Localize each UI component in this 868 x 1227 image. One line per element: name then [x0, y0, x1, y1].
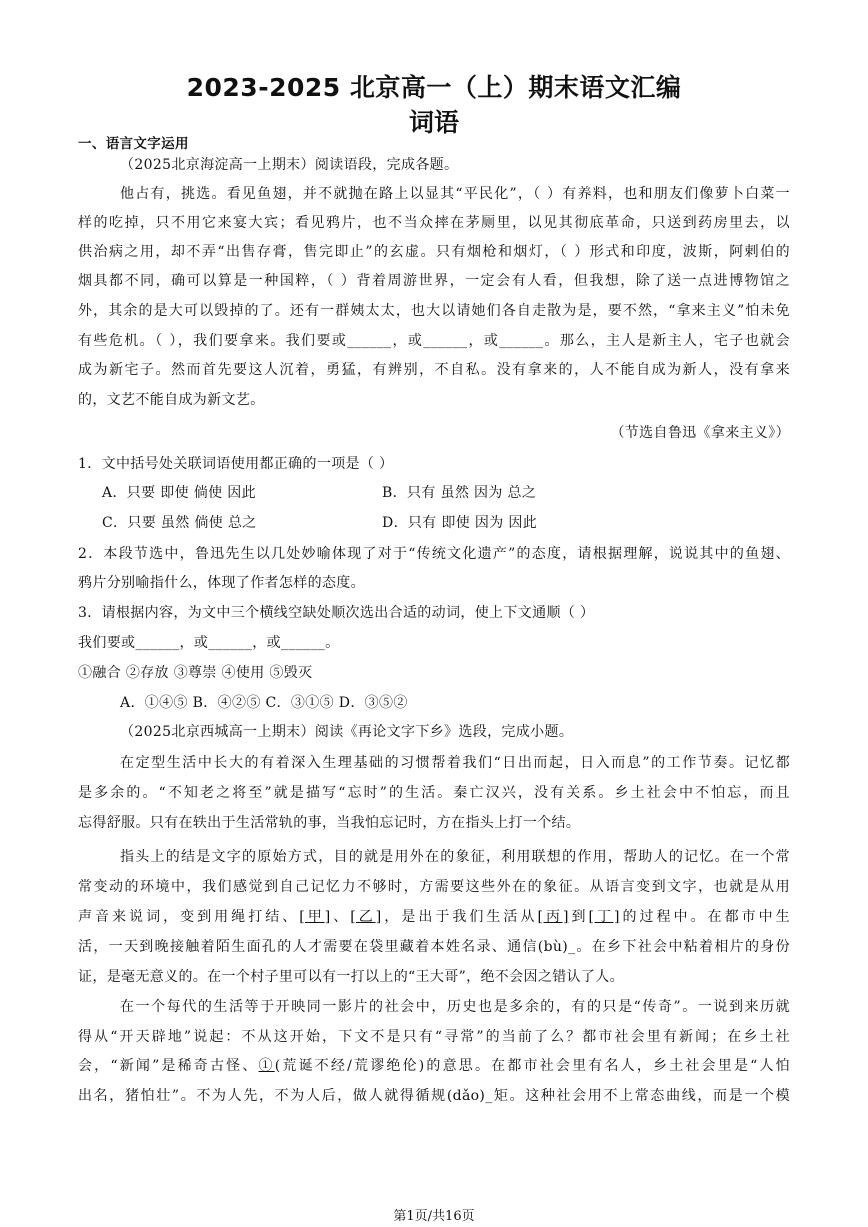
option-c: C．只要 虽然 倘使 总之	[102, 515, 257, 531]
marker-1: ①	[258, 1058, 275, 1074]
passage2-line: 活，一天到晚接触着陌生面孔的人才需要在袋里藏着本姓名录、通信(bù)_。在乡下社会中粘着相片的身份	[78, 939, 790, 955]
marker-bing: [丙]	[537, 909, 569, 925]
section-heading: 一、语言文字运用	[78, 136, 189, 152]
passage2-line: 常变动的环境中，我们感觉到自己记忆力不够时，方需要这些外在的象征。从语言变到文字，也就是从用	[78, 879, 790, 895]
passage1-line: 成为新宅子。然而首先要这人沉着，勇猛，有辨别，不自私。没有拿来的，人不能自成为新人，没有拿来	[78, 362, 790, 378]
marker-yi: [乙]	[350, 909, 382, 925]
passage2-line: 是多余的。“不知老之将至”就是描写“忘时”的生活。秦亡汉兴，没有关系。乡土社会中不怕忘，而且	[78, 785, 790, 801]
passage2-line: 得从“开天辟地”说起：不从这开始，下文不是只有“寻常”的当前了么？都市社会里有新闻；在乡土社	[78, 1029, 790, 1045]
marker-jia: [甲]	[299, 909, 331, 925]
passage1-line: 的，文艺不能自成为新文艺。	[78, 392, 265, 408]
option-b: B．只有 虽然 因为 总之	[382, 485, 537, 501]
passage2-line	[78, 907, 790, 927]
passage2-line: 忘得舒服。只有在轶出于生活常轨的事，当我怕忘记时，方在指头上打一个结。	[78, 815, 581, 831]
passage2-line	[78, 1056, 790, 1076]
passage2-line: 在定型生活中长大的有着深入生理基础的习惯帮着我们“日出而起，日入而息”的工作节奏。记忆都	[120, 755, 790, 771]
text-span: (荒诞不经/荒谬绝伦)的意思。在都市社会里有名人，乡土社会里是“人怕	[274, 1058, 790, 1074]
passage2-line: 在一个每代的生活等于开映同一影片的社会中，历史也是多余的，有的只是“传奇”。一说到来历就	[120, 999, 790, 1015]
passage1-line: 他占有，挑选。看见鱼翅，并不就抛在路上以显其“平民化”，（ ）有养料，也和朋友们像萝卜白菜一	[120, 186, 790, 202]
question-3-stem: 3．请根据内容，为文中三个横线空缺处顺次选出合适的动词，使上下文通顺（ ）	[78, 605, 595, 621]
text-span: 会，“新闻”是稀奇古怪、	[78, 1058, 259, 1074]
text-span: 到	[568, 909, 589, 925]
text-span: 、	[330, 909, 351, 925]
question-3-choices: ①融合 ②存放 ③尊崇 ④使用 ⑤毁灭	[78, 665, 313, 681]
passage2-source: （2025北京西城高一上期末）阅读《再论文字下乡》选段，完成小题。	[120, 724, 574, 740]
document-subtitle: 词语	[408, 108, 459, 137]
passage1-line: 供治病之用，却不弄“出售存膏，售完即止”的玄虚。只有烟枪和烟灯，（ ）形式和印度，波斯，阿剌伯的	[78, 244, 790, 260]
document-title: 2023-2025 北京高一（上）期末语文汇编	[186, 73, 682, 102]
option-d: D．只有 即使 因为 因此	[382, 515, 538, 531]
passage2-line: 指头上的结是文字的原始方式，目的就是用外在的象征，利用联想的作用，帮助人的记忆。在一个常	[120, 849, 790, 865]
passage1-line: 烟具都不同，确可以算是一种国粹，（ ）背着周游世界，一定会有人看，但我想，除了送一点进博物馆之	[78, 273, 790, 289]
page-footer: 第1页/共16页	[393, 1209, 475, 1224]
text-span: ，是出于我们生活从	[381, 909, 538, 925]
passage1-source: （2025北京海淀高一上期末）阅读语段，完成各题。	[120, 157, 459, 173]
question-2-line: 鸦片分别喻指什么，体现了作者怎样的态度。	[78, 575, 365, 591]
text-span: 的过程中。在都市中生	[619, 909, 791, 925]
passage2-line: 证，是毫无意义的。在一个村子里可以有一打以上的“王大哥”，绝不会因之错认了人。	[78, 969, 624, 985]
question-3-options: A．①④⑤ B．④②⑤ C．③①⑤ D．③⑤②	[120, 695, 408, 711]
question-2-line: 2．本段节选中，鲁迅先生以几处妙喻体现了对于“传统文化遗产”的态度，请根据理解，说说其中的鱼翅、	[78, 546, 790, 562]
passage1-line: 外，其余的是大可以毁掉的了。还有一群姨太太，也大以请她们各自走散为是，要不然，“拿来主义”怕未免	[78, 303, 790, 319]
question-3-blank: 我们要或______，或______，或______。	[78, 635, 340, 651]
passage1-line: 样的吃掉，只不用它来宴大宾；看见鸦片，也不当众摔在茅厕里，以见其彻底革命，只送到药房里去，以	[78, 215, 790, 231]
marker-ding: [丁]	[588, 909, 620, 925]
passage1-line: 有些危机。（ ），我们要拿来。我们要或______，或______，或______。那么，主人是新主人，宅子也就会	[78, 333, 790, 349]
text-span: 声音来说词，变到用绳打结、	[78, 909, 300, 925]
option-a: A．只要 即使 倘使 因此	[102, 485, 257, 501]
passage1-citation: （节选自鲁迅《拿来主义》）	[610, 425, 790, 441]
passage2-line: 出名，猪怕壮”。不为人先，不为人后，做人就得循规(dǎo)_矩。这种社会用不上常态曲线，而是一个模	[78, 1088, 790, 1104]
question-1-stem: 1．文中括号处关联词语使用都正确的一项是（ ）	[78, 456, 394, 472]
